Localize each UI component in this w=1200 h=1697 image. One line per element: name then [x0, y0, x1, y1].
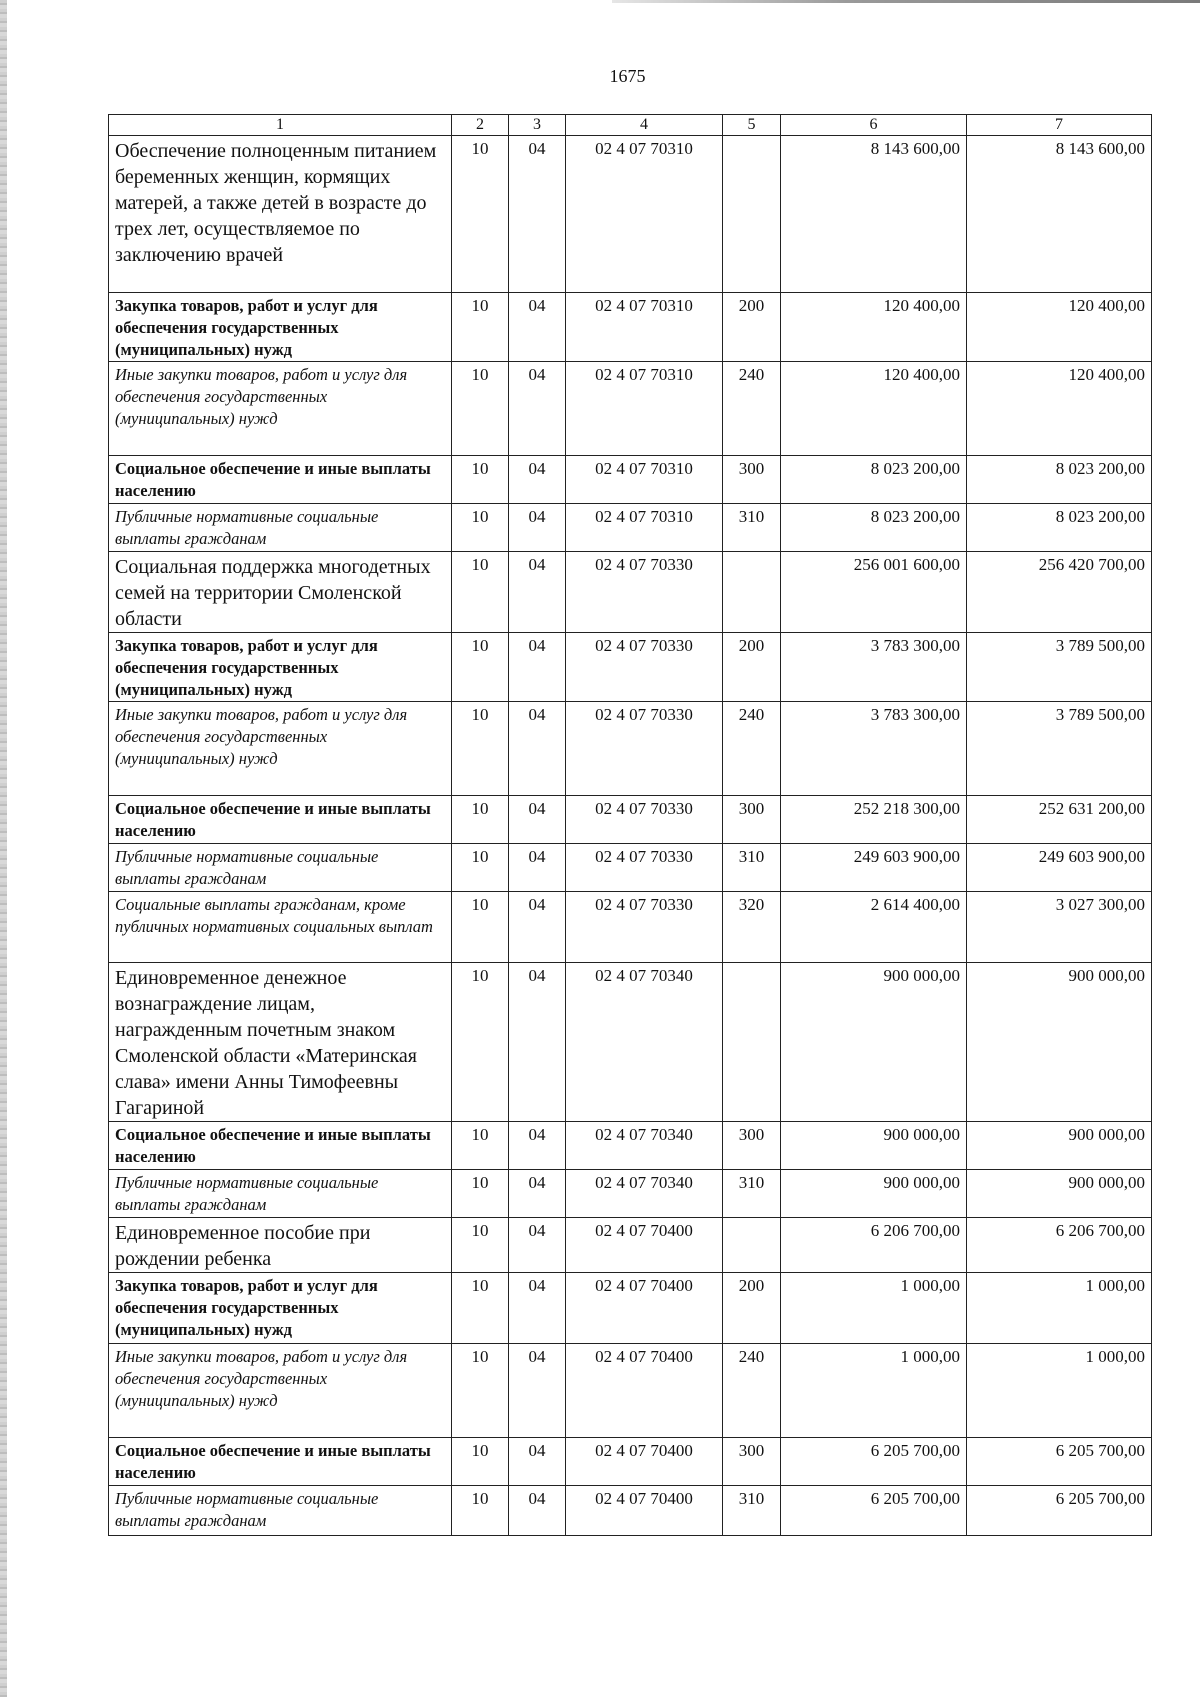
target-article-code-cell: 02 4 07 70310 [566, 456, 723, 504]
amount-year-1-cell: 2 614 400,00 [781, 892, 967, 963]
subsection-code-cell: 04 [509, 362, 566, 456]
expense-type-code-cell: 240 [723, 1344, 781, 1438]
row-name-cell: Публичные нормативные социальные выплаты гражданам [109, 1486, 452, 1536]
row-name-cell: Иные закупки товаров, работ и услуг для обеспечения государственных (муниципальных) нужд [109, 1344, 452, 1438]
target-article-code-cell: 02 4 07 70330 [566, 796, 723, 844]
amount-year-1-cell: 900 000,00 [781, 963, 967, 1122]
target-article-code-cell: 02 4 07 70310 [566, 293, 723, 362]
section-code-cell: 10 [452, 892, 509, 963]
table-row [109, 1273, 1152, 1344]
row-name-cell: Публичные нормативные социальные выплаты гражданам [109, 504, 452, 552]
row-name-cell: Социальное обеспечение и иные выплаты населению [109, 1438, 452, 1486]
row-name-cell: Иные закупки товаров, работ и услуг для обеспечения государственных (муниципальных) нужд [109, 702, 452, 796]
table-row [109, 362, 1152, 456]
expense-type-code-cell: 300 [723, 1438, 781, 1486]
section-code-cell: 10 [452, 293, 509, 362]
expense-type-code-cell: 300 [723, 456, 781, 504]
table-row [109, 1122, 1152, 1170]
section-code-cell: 10 [452, 1344, 509, 1438]
section-code-cell: 10 [452, 456, 509, 504]
row-name-cell: Иные закупки товаров, работ и услуг для обеспечения государственных (муниципальных) нужд [109, 362, 452, 456]
subsection-code-cell: 04 [509, 1218, 566, 1273]
amount-year-2-cell: 900 000,00 [967, 1170, 1152, 1218]
expense-type-code-cell: 310 [723, 1486, 781, 1536]
subsection-code-cell: 04 [509, 552, 566, 633]
expense-type-code-cell: 240 [723, 702, 781, 796]
amount-year-1-cell: 8 023 200,00 [781, 504, 967, 552]
section-code-cell: 10 [452, 136, 509, 293]
subsection-code-cell: 04 [509, 504, 566, 552]
expense-type-code-cell: 300 [723, 796, 781, 844]
expense-type-code-cell: 240 [723, 362, 781, 456]
row-name-cell: Обеспечение полноценным питанием беременных женщин, кормящих матерей, а также детей в возрасте до трех лет, осуществляемое по заключению врачей [109, 136, 452, 293]
page-number: 1675 [609, 66, 646, 86]
section-code-cell: 10 [452, 963, 509, 1122]
subsection-code-cell: 04 [509, 1486, 566, 1536]
scan-edge-artifact [0, 0, 7, 1697]
scan-top-streak [612, 0, 1200, 3]
table-row [109, 892, 1152, 963]
target-article-code-cell: 02 4 07 70400 [566, 1218, 723, 1273]
amount-year-2-cell: 6 206 700,00 [967, 1218, 1152, 1273]
table-row [109, 796, 1152, 844]
amount-year-2-cell: 6 205 700,00 [967, 1438, 1152, 1486]
header-cell-4: 4 [566, 115, 723, 136]
row-name-cell: Закупка товаров, работ и услуг для обеспечения государственных (муниципальных) нужд [109, 293, 452, 362]
section-code-cell: 10 [452, 1170, 509, 1218]
expense-type-code-cell: 200 [723, 633, 781, 702]
amount-year-1-cell: 1 000,00 [781, 1344, 967, 1438]
amount-year-2-cell: 3 027 300,00 [967, 892, 1152, 963]
row-name-cell: Единовременное пособие при рождении ребенка [109, 1218, 452, 1273]
target-article-code-cell: 02 4 07 70330 [566, 844, 723, 892]
row-name-cell: Закупка товаров, работ и услуг для обеспечения государственных (муниципальных) нужд [109, 1273, 452, 1344]
amount-year-1-cell: 1 000,00 [781, 1273, 967, 1344]
amount-year-1-cell: 3 783 300,00 [781, 702, 967, 796]
table-row [109, 1486, 1152, 1536]
table-header-row [109, 115, 1152, 136]
subsection-code-cell: 04 [509, 702, 566, 796]
amount-year-1-cell: 8 023 200,00 [781, 456, 967, 504]
amount-year-1-cell: 8 143 600,00 [781, 136, 967, 293]
row-name-cell: Социальное обеспечение и иные выплаты населению [109, 456, 452, 504]
target-article-code-cell: 02 4 07 70400 [566, 1273, 723, 1344]
amount-year-2-cell: 252 631 200,00 [967, 796, 1152, 844]
row-name-cell: Публичные нормативные социальные выплаты гражданам [109, 1170, 452, 1218]
table-row [109, 702, 1152, 796]
expense-type-code-cell: 200 [723, 1273, 781, 1344]
section-code-cell: 10 [452, 702, 509, 796]
subsection-code-cell: 04 [509, 293, 566, 362]
row-name-cell: Социальные выплаты гражданам, кроме публичных нормативных социальных выплат [109, 892, 452, 963]
header-cell-7: 7 [967, 115, 1152, 136]
section-code-cell: 10 [452, 844, 509, 892]
amount-year-2-cell: 120 400,00 [967, 293, 1152, 362]
target-article-code-cell: 02 4 07 70330 [566, 892, 723, 963]
row-name-cell: Закупка товаров, работ и услуг для обеспечения государственных (муниципальных) нужд [109, 633, 452, 702]
section-code-cell: 10 [452, 1273, 509, 1344]
subsection-code-cell: 04 [509, 136, 566, 293]
amount-year-1-cell: 252 218 300,00 [781, 796, 967, 844]
target-article-code-cell: 02 4 07 70310 [566, 136, 723, 293]
table-row [109, 293, 1152, 362]
amount-year-1-cell: 120 400,00 [781, 362, 967, 456]
expense-type-code-cell: 320 [723, 892, 781, 963]
expense-type-code-cell: 310 [723, 844, 781, 892]
target-article-code-cell: 02 4 07 70400 [566, 1344, 723, 1438]
amount-year-1-cell: 120 400,00 [781, 293, 967, 362]
table-row [109, 552, 1152, 633]
expense-type-code-cell: 200 [723, 293, 781, 362]
section-code-cell: 10 [452, 1486, 509, 1536]
row-name-cell: Публичные нормативные социальные выплаты гражданам [109, 844, 452, 892]
expense-type-code-cell [723, 1218, 781, 1273]
row-name-cell: Социальное обеспечение и иные выплаты населению [109, 1122, 452, 1170]
target-article-code-cell: 02 4 07 70340 [566, 1170, 723, 1218]
section-code-cell: 10 [452, 633, 509, 702]
target-article-code-cell: 02 4 07 70340 [566, 1122, 723, 1170]
table-row [109, 1344, 1152, 1438]
expense-type-code-cell: 310 [723, 504, 781, 552]
subsection-code-cell: 04 [509, 796, 566, 844]
budget-table [108, 114, 1152, 1536]
section-code-cell: 10 [452, 552, 509, 633]
amount-year-1-cell: 6 205 700,00 [781, 1486, 967, 1536]
section-code-cell: 10 [452, 1438, 509, 1486]
section-code-cell: 10 [452, 796, 509, 844]
expense-type-code-cell: 310 [723, 1170, 781, 1218]
amount-year-2-cell: 3 789 500,00 [967, 633, 1152, 702]
target-article-code-cell: 02 4 07 70400 [566, 1486, 723, 1536]
amount-year-2-cell: 249 603 900,00 [967, 844, 1152, 892]
expense-type-code-cell [723, 963, 781, 1122]
amount-year-1-cell: 249 603 900,00 [781, 844, 967, 892]
amount-year-1-cell: 256 001 600,00 [781, 552, 967, 633]
target-article-code-cell: 02 4 07 70330 [566, 633, 723, 702]
table-row [109, 504, 1152, 552]
table-row [109, 844, 1152, 892]
target-article-code-cell: 02 4 07 70340 [566, 963, 723, 1122]
section-code-cell: 10 [452, 362, 509, 456]
header-cell-2: 2 [452, 115, 509, 136]
subsection-code-cell: 04 [509, 1344, 566, 1438]
amount-year-2-cell: 8 143 600,00 [967, 136, 1152, 293]
row-name-cell: Социальное обеспечение и иные выплаты населению [109, 796, 452, 844]
subsection-code-cell: 04 [509, 1170, 566, 1218]
header-cell-6: 6 [781, 115, 967, 136]
target-article-code-cell: 02 4 07 70310 [566, 504, 723, 552]
table-row [109, 136, 1152, 293]
amount-year-1-cell: 900 000,00 [781, 1170, 967, 1218]
amount-year-2-cell: 120 400,00 [967, 362, 1152, 456]
row-name-cell: Единовременное денежное вознаграждение лицам, награжденным почетным знаком Смоленской области «Материнская слава» имени Анны Тимофеевны Гагариной [109, 963, 452, 1122]
subsection-code-cell: 04 [509, 963, 566, 1122]
amount-year-2-cell: 900 000,00 [967, 963, 1152, 1122]
amount-year-1-cell: 900 000,00 [781, 1122, 967, 1170]
amount-year-2-cell: 1 000,00 [967, 1273, 1152, 1344]
subsection-code-cell: 04 [509, 633, 566, 702]
section-code-cell: 10 [452, 1218, 509, 1273]
subsection-code-cell: 04 [509, 844, 566, 892]
table-row [109, 963, 1152, 1122]
subsection-code-cell: 04 [509, 456, 566, 504]
subsection-code-cell: 04 [509, 892, 566, 963]
section-code-cell: 10 [452, 1122, 509, 1170]
amount-year-2-cell: 256 420 700,00 [967, 552, 1152, 633]
subsection-code-cell: 04 [509, 1273, 566, 1344]
subsection-code-cell: 04 [509, 1438, 566, 1486]
expense-type-code-cell: 300 [723, 1122, 781, 1170]
header-cell-1: 1 [109, 115, 452, 136]
expense-type-code-cell [723, 136, 781, 293]
table-row [109, 1170, 1152, 1218]
table-row [109, 456, 1152, 504]
table-row [109, 633, 1152, 702]
amount-year-2-cell: 6 205 700,00 [967, 1486, 1152, 1536]
target-article-code-cell: 02 4 07 70310 [566, 362, 723, 456]
row-name-cell: Социальная поддержка многодетных семей на территории Смоленской области [109, 552, 452, 633]
expense-type-code-cell [723, 552, 781, 633]
target-article-code-cell: 02 4 07 70330 [566, 702, 723, 796]
subsection-code-cell: 04 [509, 1122, 566, 1170]
header-cell-3: 3 [509, 115, 566, 136]
target-article-code-cell: 02 4 07 70400 [566, 1438, 723, 1486]
amount-year-2-cell: 900 000,00 [967, 1122, 1152, 1170]
section-code-cell: 10 [452, 504, 509, 552]
budget-table-body [109, 115, 1152, 1536]
amount-year-1-cell: 3 783 300,00 [781, 633, 967, 702]
table-row [109, 1438, 1152, 1486]
target-article-code-cell: 02 4 07 70330 [566, 552, 723, 633]
amount-year-2-cell: 1 000,00 [967, 1344, 1152, 1438]
amount-year-2-cell: 8 023 200,00 [967, 504, 1152, 552]
amount-year-1-cell: 6 206 700,00 [781, 1218, 967, 1273]
header-cell-5: 5 [723, 115, 781, 136]
amount-year-2-cell: 8 023 200,00 [967, 456, 1152, 504]
amount-year-2-cell: 3 789 500,00 [967, 702, 1152, 796]
amount-year-1-cell: 6 205 700,00 [781, 1438, 967, 1486]
table-row [109, 1218, 1152, 1273]
